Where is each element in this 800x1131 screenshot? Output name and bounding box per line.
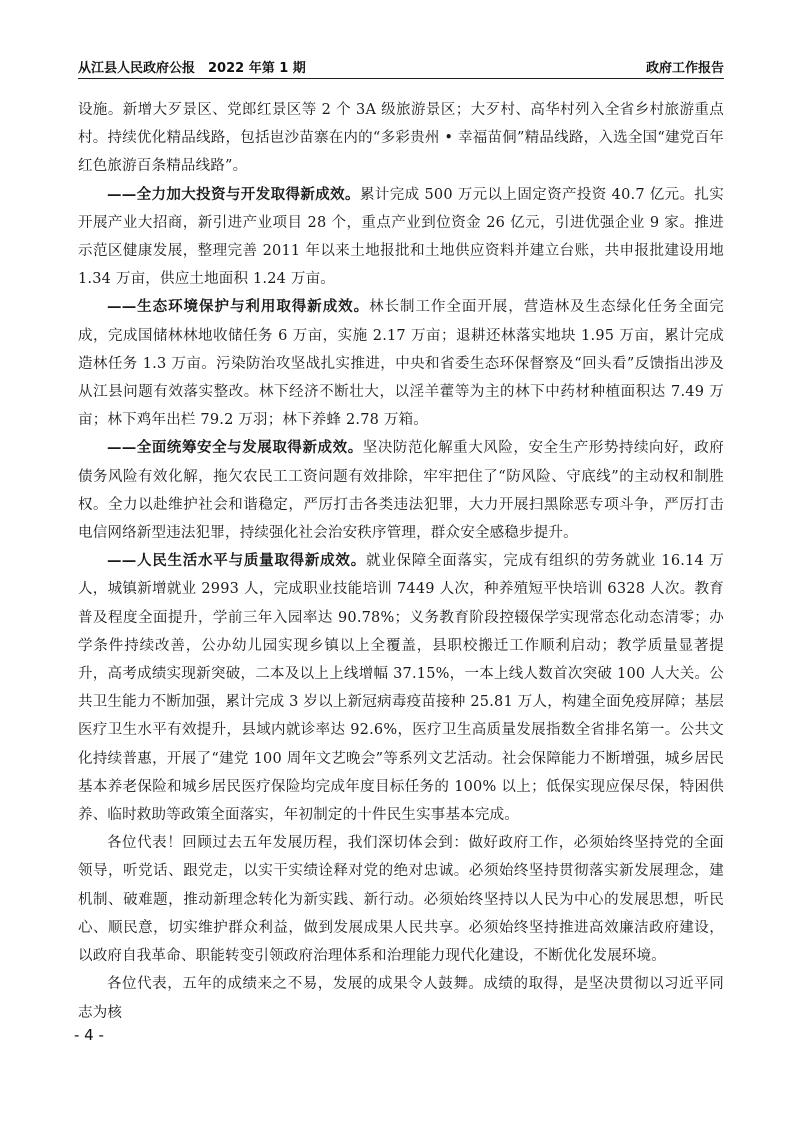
page-header	[78, 52, 724, 76]
report-body	[78, 96, 724, 1027]
paragraph-text: 林长制工作全面开展，营造林及生态绿化任务全面完成，完成国储林林地收储任务 6 万亩，实施 2.17 万亩；退耕还林落实地块 1.95 万亩，累计完成造林任务 1.3 万亩。污染防治攻坚战扎实推进，中央和省委生态环保督察及“回头看”反馈指出涉及从江县问题有效落实整改。林下经济不断壮大，以淫羊藿等为主的林下中药材种植面积达 7.49 万亩；林下鸡年出栏 79.2 万羽；林下养蜂 2.78 万箱。	[78, 299, 724, 429]
page-number: - 4 -	[74, 1026, 104, 1044]
paragraph-review	[78, 829, 724, 970]
paragraph-ecology	[78, 293, 724, 434]
paragraph-heading: ——全力加大投资与开发取得新成效。	[107, 185, 360, 203]
paragraph-text: 各位代表！回顾过去五年发展历程，我们深切体会到：做好政府工作，必须始终坚持党的全面领导，听党话、跟党走，以实干实绩诠释对党的绝对忠诚。必须始终坚持贯彻落实新发展理念，建机制、破难题，推动新理念转化为新实践、新行动。必须始终坚持以人民为中心的发展思想，听民心、顺民意，切实维护群众利益，做到发展成果人民共享。必须始终坚持推进高效廉洁政府建设，以政府自我革命、职能转变引领政府治理体系和治理能力现代化建设，不断优化发展环境。	[78, 835, 724, 965]
paragraph-text: 设施。新增大歹景区、党郎红景区等 2 个 3A 级旅游景区；大歹村、高华村列入全省乡村旅游重点村。持续优化精品线路，包括岜沙苗寨在内的“多彩贵州 • 幸福苗侗”精品线路，入选全国“建党百年红色旅游百条精品线路”。	[78, 102, 724, 175]
paragraph-heading: ——生态环境保护与利用取得新成效。	[107, 298, 370, 316]
header-divider	[78, 78, 724, 79]
paragraph-heading: ——人民生活水平与质量取得新成效。	[107, 552, 366, 570]
paragraph-investment	[78, 181, 724, 294]
paragraph-text: 累计完成 500 万元以上固定资产投资 40.7 亿元。扎实开展产业大招商，新引进产业项目 28 个，重点产业到位资金 26 亿元，引进优强企业 9 家。推进示范区健康发展，整理完善 2011 年以来土地报批和土地供应资料并建立台账，共申报批建设用地 1.34 万亩，供应土地面积 1.24 万亩。	[78, 186, 724, 288]
paragraph-security	[78, 434, 724, 547]
section-title: 政府工作报告	[645, 61, 724, 76]
paragraph-text: 各位代表，五年的成绩来之不易，发展的成果令人鼓舞。成绩的取得，是坚决贯彻以习近平同志为核	[78, 976, 724, 1021]
paragraph-achievements	[78, 970, 724, 1026]
paragraph-tourism-continued	[78, 96, 724, 181]
gazette-title: 从江县人民政府公报 2022 年第 1 期	[78, 61, 306, 76]
paragraph-text: 就业保障全面落实，完成有组织的劳务就业 16.14 万人，城镇新增就业 2993 人，完成职业技能培训 7449 人次，种养殖短平快培训 6328 人次。教育普及程度全面提升，学前三年入园率达 90.78%；义务教育阶段控辍保学实现常态化动态清零；办学条件持续改善，公办幼儿园实现乡镇以上全覆盖，县职校搬迁工作顺利启动；教学质量显著提升，高考成绩实现新突破，二本及以上上线增幅 37.15%，一本上线人数首次突破 100 人大关。公共卫生能力不断加强，累计完成 3 岁以上新冠病毒疫苗接种 25.81 万人，构建全面免疫屏障；基层医疗卫生水平有效提升，县域内就诊率达 92.6%，医疗卫生高质量发展指数全省排名第一。公共文化持续普惠，开展了“建党 100 周年文艺晚会”等系列文艺活动。社会保障能力不断增强，城乡居民基本养老保险和城乡居民医疗保险均完成年度目标任务的 100% 以上；低保实现应保尽保，特困供养、临时救助等政策全面落实，年初制定的十件民生实事基本完成。	[78, 553, 724, 824]
paragraph-text: 坚决防范化解重大风险，安全生产形势持续向好，政府债务风险有效化解，拖欠农民工工资问题有效排除，牢牢把住了“防风险、守底线”的主动权和制胜权。全力以赴维护社会和谐稳定，严厉打击各类违法犯罪，大力开展扫黑除恶专项斗争，严厉打击电信网络新型违法犯罪，持续强化社会治安秩序管理，群众安全感稳步提升。	[78, 440, 724, 542]
paragraph-heading: ——全面统筹安全与发展取得新成效。	[107, 439, 363, 457]
paragraph-livelihood	[78, 547, 724, 829]
